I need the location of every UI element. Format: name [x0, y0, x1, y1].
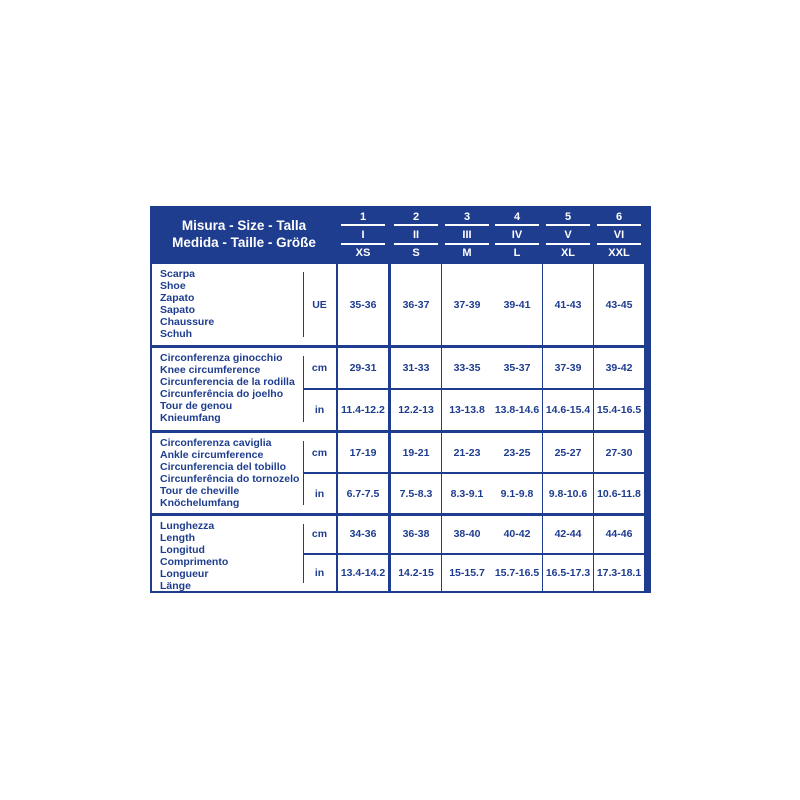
measurement-label: Longitud — [160, 544, 205, 556]
measurement-label: Lunghezza — [160, 520, 215, 532]
header-divider — [495, 243, 539, 245]
measurement-label: Ankle circumference — [160, 449, 264, 461]
header-title — [150, 206, 338, 262]
unit-label: in — [303, 390, 336, 430]
shoe-section-labels — [152, 264, 303, 345]
measurement-label: Länge — [160, 580, 191, 592]
measurement-label: Circunferência do joelho — [160, 388, 284, 400]
measurement-label: Scarpa — [160, 268, 196, 280]
size-roman: II — [412, 228, 420, 241]
size-value-cell: 35-37 — [492, 348, 542, 388]
size-value-cell: 39-41 — [492, 264, 542, 345]
length-section-labels — [152, 516, 303, 591]
ankle-section-labels — [152, 433, 303, 513]
size-value-cell: 39-42 — [594, 348, 644, 388]
size-value-cell: 19-21 — [391, 433, 441, 472]
size-value-cell: 6.7-7.5 — [338, 474, 388, 513]
header-divider — [341, 224, 385, 226]
size-value-cell: 12.2-13 — [391, 390, 441, 430]
size-value-cell: 17.3-18.1 — [594, 555, 644, 592]
size-value-cell: 13.4-14.2 — [338, 555, 388, 592]
header-divider — [394, 224, 438, 226]
measurement-label: Zapato — [160, 292, 195, 304]
size-value-cell: 9.1-9.8 — [492, 474, 542, 513]
size-value-cell: 14.2-15 — [391, 555, 441, 592]
size-value-cell: 34-36 — [338, 516, 388, 553]
size-number: 6 — [615, 210, 623, 223]
size-letter: M — [462, 247, 472, 259]
size-value-cell: 40-42 — [492, 516, 542, 553]
size-value-cell: 37-39 — [442, 264, 492, 345]
size-roman: I — [361, 228, 365, 241]
size-value-cell: 21-23 — [442, 433, 492, 472]
size-roman: IV — [511, 228, 523, 241]
size-value-cell: 25-27 — [543, 433, 593, 472]
size-value-cell: 35-36 — [338, 264, 388, 345]
size-value-cell: 15-15.7 — [442, 555, 492, 592]
size-letter: XL — [560, 247, 576, 259]
header-divider — [445, 224, 489, 226]
size-letter: XXL — [608, 247, 630, 259]
size-value-cell: 13.8-14.6 — [492, 390, 542, 430]
size-number: 1 — [359, 210, 367, 223]
size-chart-table — [150, 206, 651, 593]
measurement-label: Comprimento — [160, 556, 229, 568]
size-value-cell: 8.3-9.1 — [442, 474, 492, 513]
unit-label: UE — [303, 264, 336, 345]
size-roman: III — [462, 228, 472, 241]
measurement-label: Schuh — [160, 328, 193, 340]
size-value-cell: 9.8-10.6 — [543, 474, 593, 513]
header-title-line2: Medida - Taille - Größe — [172, 235, 316, 250]
size-value-cell: 44-46 — [594, 516, 644, 553]
measurement-label: Circunferencia del tobillo — [160, 461, 287, 473]
measurement-label: Circunferencia de la rodilla — [160, 376, 295, 388]
size-value-cell: 13-13.8 — [442, 390, 492, 430]
size-value-cell: 33-35 — [442, 348, 492, 388]
knee-section-labels — [152, 348, 303, 430]
header-divider — [597, 243, 641, 245]
section-divider — [303, 272, 304, 337]
size-value-cell: 10.6-11.8 — [594, 474, 644, 513]
header-divider — [495, 224, 539, 226]
size-value-cell: 42-44 — [543, 516, 593, 553]
size-value-cell: 37-39 — [543, 348, 593, 388]
size-value-cell: 17-19 — [338, 433, 388, 472]
measurement-label: Tour de cheville — [160, 485, 240, 497]
header-title-line1: Misura - Size - Talla — [181, 218, 307, 233]
unit-divider — [303, 554, 315, 555]
size-value-cell: 29-31 — [338, 348, 388, 388]
size-value-cell: 16.5-17.3 — [543, 555, 593, 592]
size-number: 3 — [463, 210, 471, 223]
size-value-cell: 7.5-8.3 — [391, 474, 441, 513]
unit-label: cm — [303, 516, 336, 553]
size-number: 5 — [564, 210, 572, 223]
size-value-cell: 15.7-16.5 — [492, 555, 542, 592]
unit-label: in — [303, 474, 336, 513]
unit-divider — [303, 389, 315, 390]
header-divider — [597, 224, 641, 226]
measurement-label: Knee circumference — [160, 364, 261, 376]
header-divider — [546, 243, 590, 245]
size-value-cell: 36-38 — [391, 516, 441, 553]
size-number: 4 — [513, 210, 521, 223]
header-divider — [546, 224, 590, 226]
size-value-cell: 31-33 — [391, 348, 441, 388]
size-value-cell: 23-25 — [492, 433, 542, 472]
measurement-label: Circunferência do tornozelo — [160, 473, 300, 485]
header-divider — [394, 243, 438, 245]
measurement-label: Knieumfang — [160, 412, 221, 424]
measurement-label: Tour de genou — [160, 400, 233, 412]
size-value-cell: 43-45 — [594, 264, 644, 345]
unit-label: in — [303, 555, 336, 592]
size-letter: L — [513, 247, 521, 259]
measurement-label: Circonferenza ginocchio — [160, 352, 283, 364]
measurement-label: Longueur — [160, 568, 209, 580]
size-number: 2 — [412, 210, 420, 223]
size-value-cell: 27-30 — [594, 433, 644, 472]
size-value-cell: 14.6-15.4 — [543, 390, 593, 430]
measurement-label: Knöchelumfang — [160, 497, 240, 509]
measurement-label: Sapato — [160, 304, 196, 316]
measurement-label: Circonferenza caviglia — [160, 437, 272, 449]
size-value-cell: 38-40 — [442, 516, 492, 553]
measurement-label: Length — [160, 532, 195, 544]
header-divider — [341, 243, 385, 245]
unit-divider — [303, 473, 315, 474]
size-letter: S — [412, 247, 420, 259]
size-roman: VI — [613, 228, 625, 241]
measurement-label: Shoe — [160, 280, 186, 292]
unit-label: cm — [303, 348, 336, 388]
size-value-cell: 15.4-16.5 — [594, 390, 644, 430]
header-divider — [445, 243, 489, 245]
measurement-label: Chaussure — [160, 316, 215, 328]
unit-label: cm — [303, 433, 336, 472]
size-value-cell: 41-43 — [543, 264, 593, 345]
size-value-cell: 36-37 — [391, 264, 441, 345]
size-letter: XS — [355, 247, 371, 259]
size-value-cell: 11.4-12.2 — [338, 390, 388, 430]
size-roman: V — [564, 228, 572, 241]
